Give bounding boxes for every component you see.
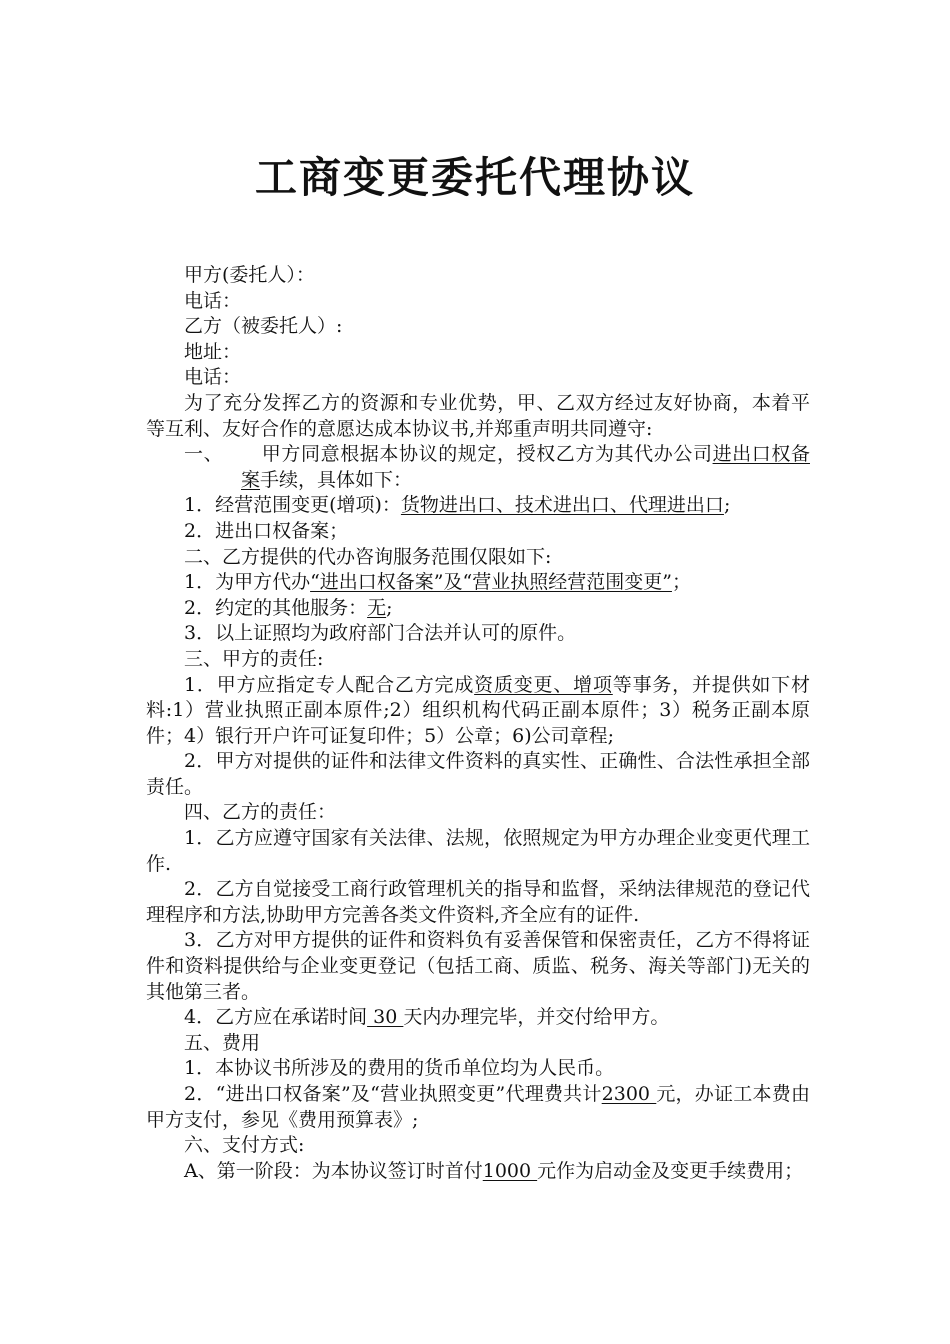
item-underlined: 资质变更、增项 xyxy=(474,673,613,696)
section-5-item-2 xyxy=(146,1082,810,1133)
section-6-heading: 六、支付方式: xyxy=(184,1134,305,1157)
item-text-end: ； xyxy=(671,571,691,594)
item-text: 4．乙方应在承诺时间 xyxy=(184,1006,368,1029)
section-3-item-2: 2．甲方对提供的证件和法律文件资料的真实性、正确性、合法性承担全部责任。 xyxy=(146,750,810,798)
party-a-line: 甲方(委托人）： xyxy=(184,264,315,286)
section-4-item-1: 1．乙方应遵守国家有关法律、法规，依照规定为甲方办理企业变更代理工作. xyxy=(146,827,810,875)
section-4-item-2: 2．乙方自觉接受工商行政管理机关的指导和监督，采纳法律规范的登记代理程序和方法,协助甲方完善各类文件资料,齐全应有的证件. xyxy=(146,878,810,926)
section-1-text-end: 手续，具体如下： xyxy=(260,468,413,491)
item-underlined: 1000 xyxy=(482,1159,538,1182)
item-text-end: 元，办证工本费由甲方支付，参见《费用预算表》; xyxy=(146,1083,810,1131)
item-text: A、第一阶段：为本协议签订时首付 xyxy=(184,1159,483,1182)
item-text-end: ; xyxy=(386,596,393,619)
item-text: 2．“进出口权备案”及“营业执照变更”代理费共计 xyxy=(184,1083,602,1105)
intro-paragraph: 为了充分发挥乙方的资源和专业优势，甲、乙双方经过友好协商，本着平等互利、友好合作的意愿达成本协议书,并郑重声明共同遵守: xyxy=(146,391,810,440)
item-text: 2．约定的其他服务： xyxy=(184,596,368,619)
section-5-item-1: 1．本协议书所涉及的费用的货币单位均为人民币。 xyxy=(184,1057,615,1080)
section-3-heading: 三、甲方的责任: xyxy=(184,647,324,670)
party-a-phone-line: 电话： xyxy=(184,289,242,312)
item-underlined: 2300 xyxy=(601,1083,657,1105)
section-5-heading: 五、费用 xyxy=(184,1031,261,1054)
party-b-phone-line: 电话： xyxy=(184,366,242,389)
section-4-heading: 四、乙方的责任： xyxy=(184,801,337,824)
item-text: 1．经营范围变更(增项)： xyxy=(184,494,401,517)
section-1-text: 甲方同意根据本协议的规定，授权乙方为其代办公司 xyxy=(261,443,713,466)
agreement-body xyxy=(146,263,810,1184)
section-4-item-4 xyxy=(146,1005,810,1031)
item-text-end: 等事务，并提供如下材料:1）营业执照正副本原件;2）组织机构代码正副本原件；3）税务正副本原件；4）银行开户许可证复印件；5）公章；6)公司章程; xyxy=(146,673,810,747)
item-underlined: 无 xyxy=(367,596,387,619)
party-b-address-line: 地址： xyxy=(184,340,242,363)
section-6-item-a xyxy=(146,1159,810,1185)
section-1-item-1 xyxy=(146,493,810,519)
item-text: 1．甲方应指定专人配合乙方完成 xyxy=(184,673,475,696)
section-2-item-1 xyxy=(146,570,810,596)
document-title: 工商变更委托代理协议 xyxy=(254,153,695,202)
section-3-item-1 xyxy=(146,673,810,750)
item-text: 1．为甲方代办 xyxy=(184,571,311,594)
section-1-paragraph xyxy=(146,442,810,493)
section-1-item-2: 2．进出口权备案； xyxy=(184,519,349,542)
section-1-underlined: 进出口权备案 xyxy=(241,443,810,491)
item-text-end: 元作为启动金及变更手续费用； xyxy=(537,1159,804,1182)
item-underlined: “进出口权备案”及“营业执照经营范围变更” xyxy=(310,571,672,594)
item-text-end: 天内办理完毕，并交付给甲方。 xyxy=(403,1006,670,1029)
item-underlined: 货物进出口、技术进出口、代理进出口 xyxy=(400,494,724,517)
item-underlined: 30 xyxy=(367,1006,404,1029)
section-2-item-2 xyxy=(146,596,810,622)
section-1-number: 一、 xyxy=(184,443,224,466)
item-text-end: ; xyxy=(723,494,731,517)
section-4-item-3: 3．乙方对甲方提供的证件和资料负有妥善保管和保密责任，乙方不得将证件和资料提供给与企业变更登记（包括工商、质监、税务、海关等部门)无关的其他第三者。 xyxy=(146,929,810,1003)
section-2-item-3: 3．以上证照均为政府部门合法并认可的原件。 xyxy=(184,622,577,645)
party-b-line: 乙方（被委托人）: xyxy=(184,315,343,338)
section-2-heading: 二、乙方提供的代办咨询服务范围仅限如下: xyxy=(184,545,552,568)
